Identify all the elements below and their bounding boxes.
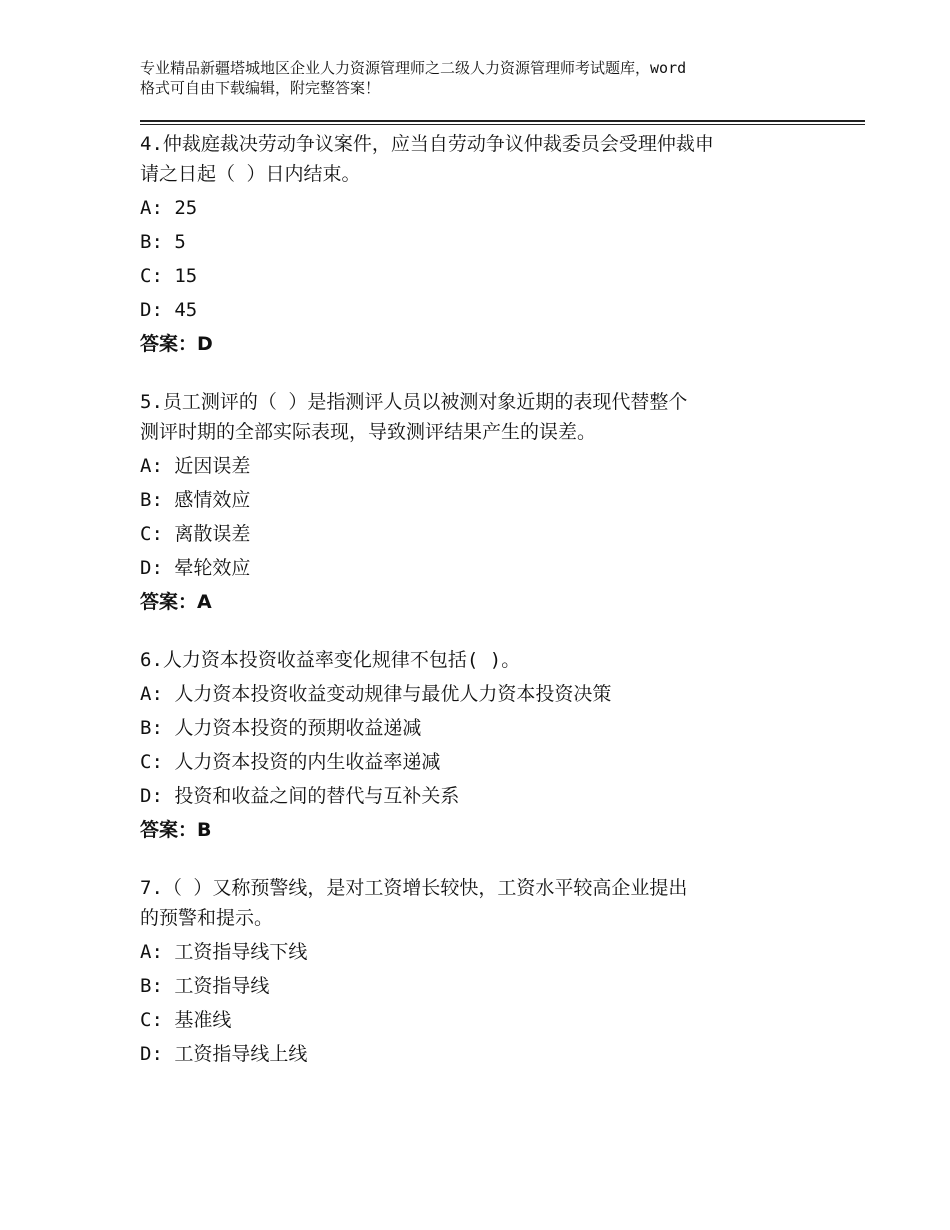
- question-text: [140, 645, 840, 675]
- question-4: [140, 129, 840, 361]
- option-c: C: 离散误差: [140, 523, 251, 545]
- option-b: B: 感情效应: [140, 489, 251, 511]
- option-d: D: 工资指导线上线: [140, 1043, 308, 1065]
- option-b: B: 工资指导线: [140, 975, 270, 997]
- question-6: [140, 645, 840, 847]
- question-list: [140, 129, 840, 1097]
- option-d: D: 投资和收益之间的替代与互补关系: [140, 785, 460, 807]
- answer-label: 答案：A: [140, 591, 212, 613]
- question-line: 测评时期的全部实际表现，导致测评结果产生的误差。: [140, 421, 597, 443]
- divider-thin-line: [140, 124, 865, 125]
- question-line: 的预警和提示。: [140, 907, 274, 929]
- question-7: [140, 873, 840, 1071]
- answer-label: 答案：B: [140, 819, 212, 841]
- option-d: D: 晕轮效应: [140, 557, 251, 579]
- question-text: [140, 129, 840, 189]
- option-c: C: 15: [140, 265, 198, 287]
- question-line: 5.员工测评的（ ）是指测评人员以被测对象近期的表现代替整个: [140, 391, 688, 413]
- document-header: [140, 58, 840, 98]
- header-divider: [140, 120, 865, 125]
- option-c: C: 人力资本投资的内生收益率递减: [140, 751, 441, 773]
- option-b: B: 人力资本投资的预期收益递减: [140, 717, 422, 739]
- option-b: B: 5: [140, 231, 186, 253]
- option-c: C: 基准线: [140, 1009, 232, 1031]
- question-line: 请之日起（ ）日内结束。: [140, 163, 361, 185]
- option-a: A: 25: [140, 197, 198, 219]
- option-a: A: 人力资本投资收益变动规律与最优人力资本投资决策: [140, 683, 612, 705]
- answer-label: 答案：D: [140, 333, 213, 355]
- question-line: 7.（ ）又称预警线，是对工资增长较快，工资水平较高企业提出: [140, 877, 688, 899]
- header-line-2: 格式可自由下载编辑，附完整答案！: [140, 79, 381, 97]
- question-text: [140, 873, 840, 933]
- question-line: 4.仲裁庭裁决劳动争议案件，应当自劳动争议仲裁委员会受理仲裁申: [140, 133, 714, 155]
- option-d: D: 45: [140, 299, 198, 321]
- question-text: [140, 387, 840, 447]
- question-line: 6.人力资本投资收益率变化规律不包括( )。: [140, 649, 521, 671]
- option-a: A: 近因误差: [140, 455, 251, 477]
- question-5: [140, 387, 840, 619]
- divider-thick-line: [140, 120, 865, 122]
- option-a: A: 工资指导线下线: [140, 941, 308, 963]
- header-line-1: 专业精品新疆塔城地区企业人力资源管理师之二级人力资源管理师考试题库，word: [140, 59, 687, 77]
